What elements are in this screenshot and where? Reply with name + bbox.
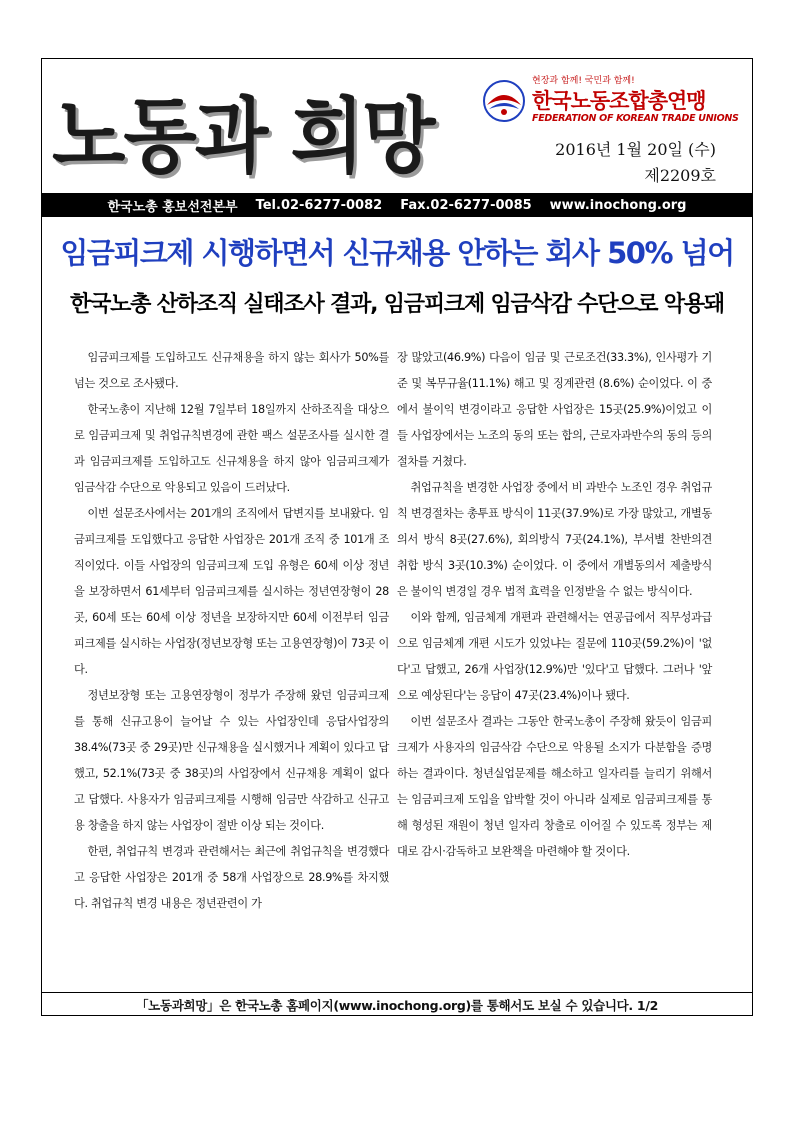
article-paragraph: 취업규칙을 변경한 사업장 중에서 비 과반수 노조인 경우 취업규칙 변경절차는 총투표 방식이 11곳(37.9%)로 가장 많았고, 개별동의서 방식 8곳(27.6%), 회의방식 7곳(24.1%), 부서별 찬반의견 취합 방식 3곳(10.3%) 순이었다. 이 중에서 개별동의서 제출방식은 불이익 변경일 경우 법적 효력을 인정받을 수 없는 방식이다. (397, 481, 712, 598)
fktu-logo (482, 71, 742, 131)
issue-number: 제2209호 (644, 166, 716, 185)
article-paragraph: 이번 설문조사에서는 201개의 조직에서 답변지를 보내왔다. 임금피크제를 도입했다고 응답한 사업장은 201개 조직 중 101개 조직이었다. 이들 사업장의 임금피크제 도입 유형은 60세 이상 정년을 보장하면서 61세부터 임금피크제를 실시하는 정년연장형이 28곳, 60세 또는 60세 이상 정년을 보장하지만 60세 이전부터 임금피크제를 실시하는 사업장(정년보장형 또는 고용연장형)이 73곳 이다. (74, 507, 389, 676)
article-paragraph: 장 많았고(46.9%) 다음이 임금 및 근로조건(33.3%), 인사평가 기준 및 복무규율(11.1%) 해고 및 징계관련 (8.6%) 순이었다. 이 중에서 불이익 변경이라고 응답한 사업장은 15곳(25.9%)이었고 이들 사업장에서는 노조의 동의 또는 합의, 근로자과반수의 동의 등의 절차를 거쳤다. (397, 351, 712, 468)
article-paragraph: 정년보장형 또는 고용연장형이 정부가 주장해 왔던 임금피크제를 통해 신규고용이 늘어날 수 있는 사업장인데 응답사업장의 38.4%(73곳 중 29곳)만 신규채용을 실시했거나 계획이 있다고 답했고, 52.1%(73곳 중 38곳)의 사업장에서 신규채용 계획이 없다고 답했다. 사용자가 임금피크제를 시행해 임금만 삭감하고 신규고용 창출을 하지 않는 사업장이 절반 이상 되는 것이다. (74, 689, 389, 832)
logo-name: 한국노동조합총연맹 (532, 89, 706, 113)
fktu-emblem-icon (482, 79, 526, 123)
headline: 임금피크제 시행하면서 신규채용 안하는 회사 50% 넘어 (60, 236, 734, 270)
article-paragraph: 이와 함께, 임금체계 개편과 관련해서는 연공급에서 직무성과급으로 임금체계 개편 시도가 있었냐는 질문에 110곳(59.2%)이 '없다'고 답했고, 26개 사업장(12.9%)만 '있다'고 답했다. 그러나 '앞으로 예상된다'는 응답이 47곳(23.4%)이나 됐다. (397, 611, 712, 702)
contact-website-link[interactable]: www.inochong.org (549, 197, 687, 213)
subheadline: 한국노총 산하조직 실태조사 결과, 임금피크제 임금삭감 수단으로 악용돼 (70, 292, 724, 317)
newsletter-title: 노동과 희망 (52, 87, 434, 185)
masthead (42, 59, 752, 215)
logo-slogan: 현장과 함께! 국민과 함께! (532, 76, 635, 86)
logo-english-name: FEDERATION OF KOREAN TRADE UNIONS (532, 113, 739, 124)
contact-fax: Fax.02-6277-0085 (400, 197, 532, 213)
article-column-right (397, 345, 712, 865)
article-column-left (74, 345, 389, 917)
contact-tel: Tel.02-6277-0082 (255, 197, 383, 213)
footer-notice: 「노동과희망」은 한국노총 홈페이지(www.inochong.org)를 통해서도 보실 수 있습니다. 1/2 (41, 992, 753, 1016)
newsletter-frame (41, 58, 753, 1016)
contact-dept: 한국노총 홍보선전본부 (107, 199, 238, 215)
article-paragraph: 한편, 취업규칙 변경과 관련해서는 최근에 취업규칙을 변경했다고 응답한 사업장은 201개 중 58개 사업장으로 28.9%를 차지했다. 취업규칙 변경 내용은 정년관련이 가 (74, 845, 389, 910)
article-paragraph: 한국노총이 지난해 12월 7일부터 18일까지 산하조직을 대상으로 임금피크제 및 취업규칙변경에 관한 팩스 설문조사를 실시한 결과 임금피크제를 도입하고도 신규채용을 하지 않아 임금피크제가 임금삭감 수단으로 악용되고 있음이 드러났다. (74, 403, 389, 494)
article-paragraph: 이번 설문조사 결과는 그동안 한국노총이 주장해 왔듯이 임금피크제가 사용자의 임금삭감 수단으로 악용될 소지가 다분함을 증명하는 결과이다. 청년실업문제를 해소하고 일자리를 늘리기 위해서는 임금피크제 도입을 압박할 것이 아니라 실제로 임금피크제를 통해 형성된 재원이 청년 일자리 창출로 이어질 수 있도록 정부는 제대로 감시·감독하고 보완책을 마련해야 할 것이다. (397, 715, 712, 858)
article-paragraph: 임금피크제를 도입하고도 신규채용을 하지 않는 회사가 50%를 넘는 것으로 조사됐다. (74, 351, 389, 390)
issue-date: 2016년 1월 20일 (수) (555, 140, 716, 159)
contact-bar (42, 193, 752, 217)
